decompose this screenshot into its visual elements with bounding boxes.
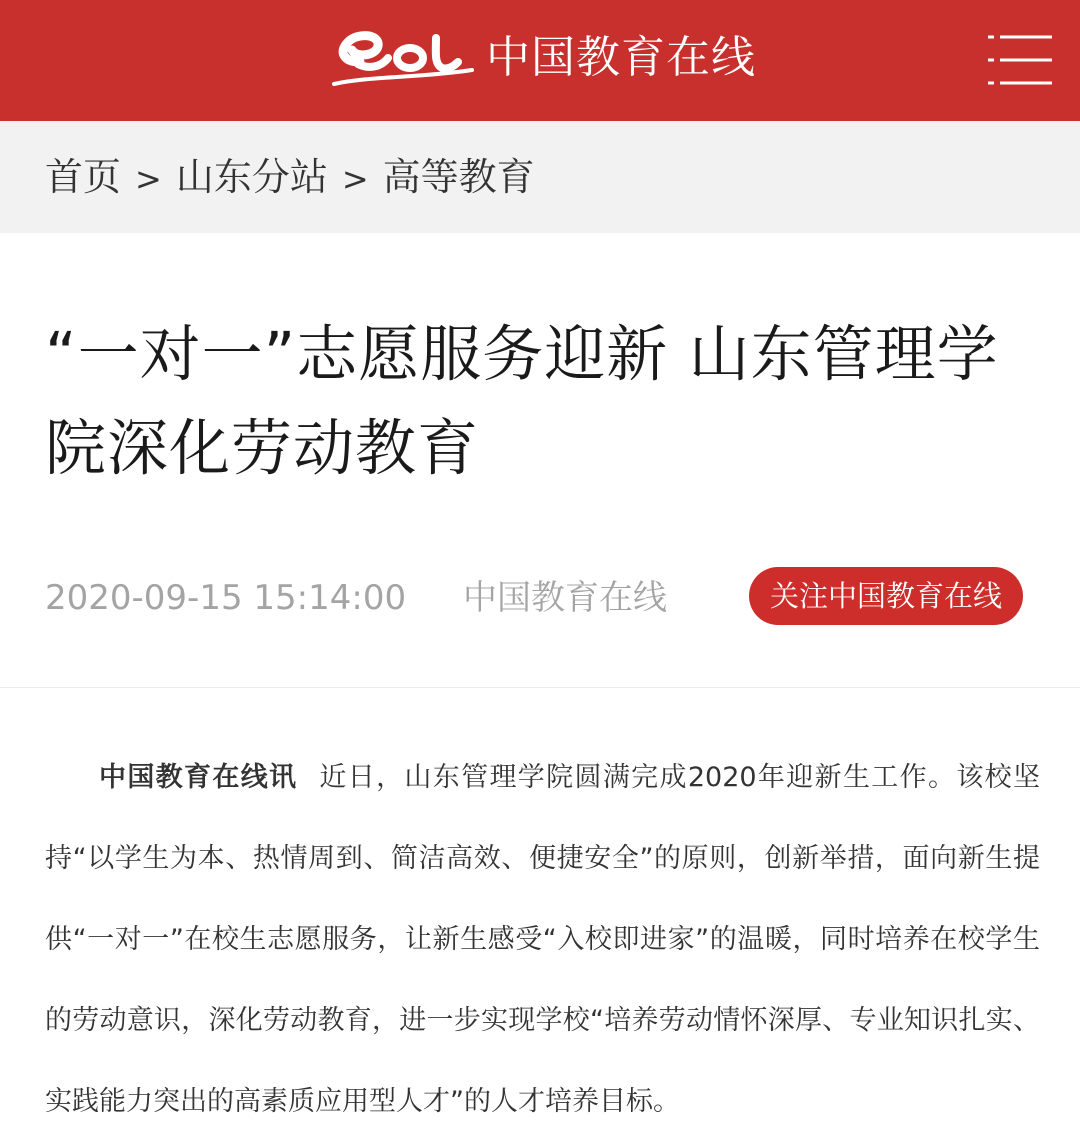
top-header-bar (0, 0, 1080, 121)
menu-button[interactable] (988, 34, 1054, 86)
breadcrumb-separator: > (135, 160, 162, 198)
article-title: “一对一”志愿服务迎新 山东管理学院深化劳动教育 (45, 319, 999, 484)
breadcrumb-higher-education[interactable]: 高等教育 (382, 155, 535, 199)
follow-button[interactable]: 关注中国教育在线 (749, 567, 1023, 625)
eol-logo[interactable] (330, 22, 476, 96)
article-text: 近日，山东管理学院圆满完成2020年迎新生工作。该校坚持“以学生为本、热情周到、简洁高效、便捷安全”的原则，创新举措，面向新生提供“一对一”在校生志愿服务，让新生感受“入校即进家”的温暖，同时培养在校学生的劳动意识，深化劳动教育，进一步实现学校“培养劳动情怀深厚、专业知识扎实、实践能力突出的高素质应用型人才”的人才培养目标。 (45, 762, 1041, 1117)
breadcrumb-home[interactable]: 首页 (45, 155, 122, 199)
article-lead: 中国教育在线讯 (99, 762, 298, 793)
article-source: 中国教育在线 (463, 578, 667, 618)
article-meta (45, 570, 1035, 626)
breadcrumb-bar (0, 121, 1080, 233)
breadcrumb (45, 151, 535, 205)
breadcrumb-shandong[interactable]: 山东分站 (175, 155, 328, 199)
hamburger-menu-icon (988, 34, 1054, 86)
article-body (45, 737, 1040, 1142)
divider (0, 687, 1080, 688)
breadcrumb-separator: > (341, 160, 369, 198)
site-name: 中国教育在线 (486, 32, 756, 83)
publish-date: 2020-09-15 15:14:00 (45, 578, 407, 618)
